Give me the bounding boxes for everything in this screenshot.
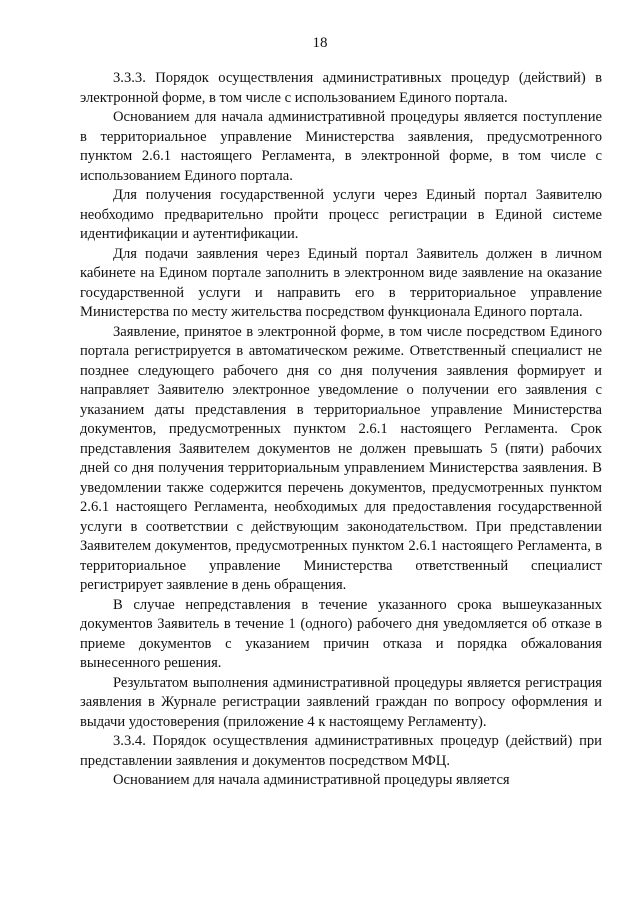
paragraph-3-3-4-heading: 3.3.4. Порядок осуществления административных процедур (действий) при представлении заявления и документов посредством МФЦ.	[80, 733, 602, 769]
paragraph-automatic-registration: Заявление, принятое в электронной форме, в том числе посредством Единого портала регистрируется в автоматическом режиме. Ответственный специалист не позднее следующего рабочего дня со дня получения заявления формирует и направляет Заявителю электронное уведомление о получении его заявления с указанием даты представления в территориальное управление Министерства документов, предусмотренных пунктом 2.6.1 настоящего Регламента. Срок представления Заявителем документов не должен превышать 5 (пяти) рабочих дней со дня получения территориальным управлением Министерства заявления. В уведомлении также содержится перечень документов, предусмотренных пунктом 2.6.1 настоящего Регламента, необходимых для предоставления государственной услуги в соответствии с действующим законодательством. При представлении Заявителем документов, предусмотренных пунктом 2.6.1 настоящего Регламента, в территориальное управление Министерства ответственный специалист регистрирует заявление в день обращения.	[80, 323, 602, 593]
paragraph-result: Результатом выполнения административной процедуры является регистрация заявления в Журнале регистрации заявлений граждан по вопросу оформления и выдачи удостоверения (приложение 4 к настоящему Регламенту).	[80, 674, 602, 730]
paragraph-3-3-3-heading: 3.3.3. Порядок осуществления административных процедур (действий) в электронной форме, в том числе с использованием Единого портала.	[80, 70, 602, 106]
paragraph-registration-esia: Для получения государственной услуги через Единый портал Заявителю необходимо предварительно пройти процесс регистрации в Единой системе идентификации и аутентификации.	[80, 187, 602, 242]
page-number: 18	[312, 35, 328, 51]
document-body	[80, 69, 602, 791]
paragraph-non-submission: В случае непредставления в течение указанного срока вышеуказанных документов Заявитель в течение 1 (одного) рабочего дня уведомляется об отказе в приеме документов с указанием причин отказа и порядка обжалования вынесенного решения.	[80, 596, 602, 671]
paragraph-basis-mfc: Основанием для начала административной процедуры является	[113, 772, 510, 788]
paragraph-submission-portal: Для подачи заявления через Единый портал Заявитель должен в личном кабинете на Едином портале заполнить в электронном виде заявление на оказание государственной услуги и направить его в территориальное управление Министерства по месту жительства посредством функционала Единого портала.	[80, 245, 602, 320]
paragraph-basis-electronic: Основанием для начала административной процедуры является поступление в территориальное управление Министерства заявления, предусмотренного пунктом 2.6.1 настоящего Регламента, в электронной форме, в том числе с использованием Единого портала.	[80, 109, 602, 184]
